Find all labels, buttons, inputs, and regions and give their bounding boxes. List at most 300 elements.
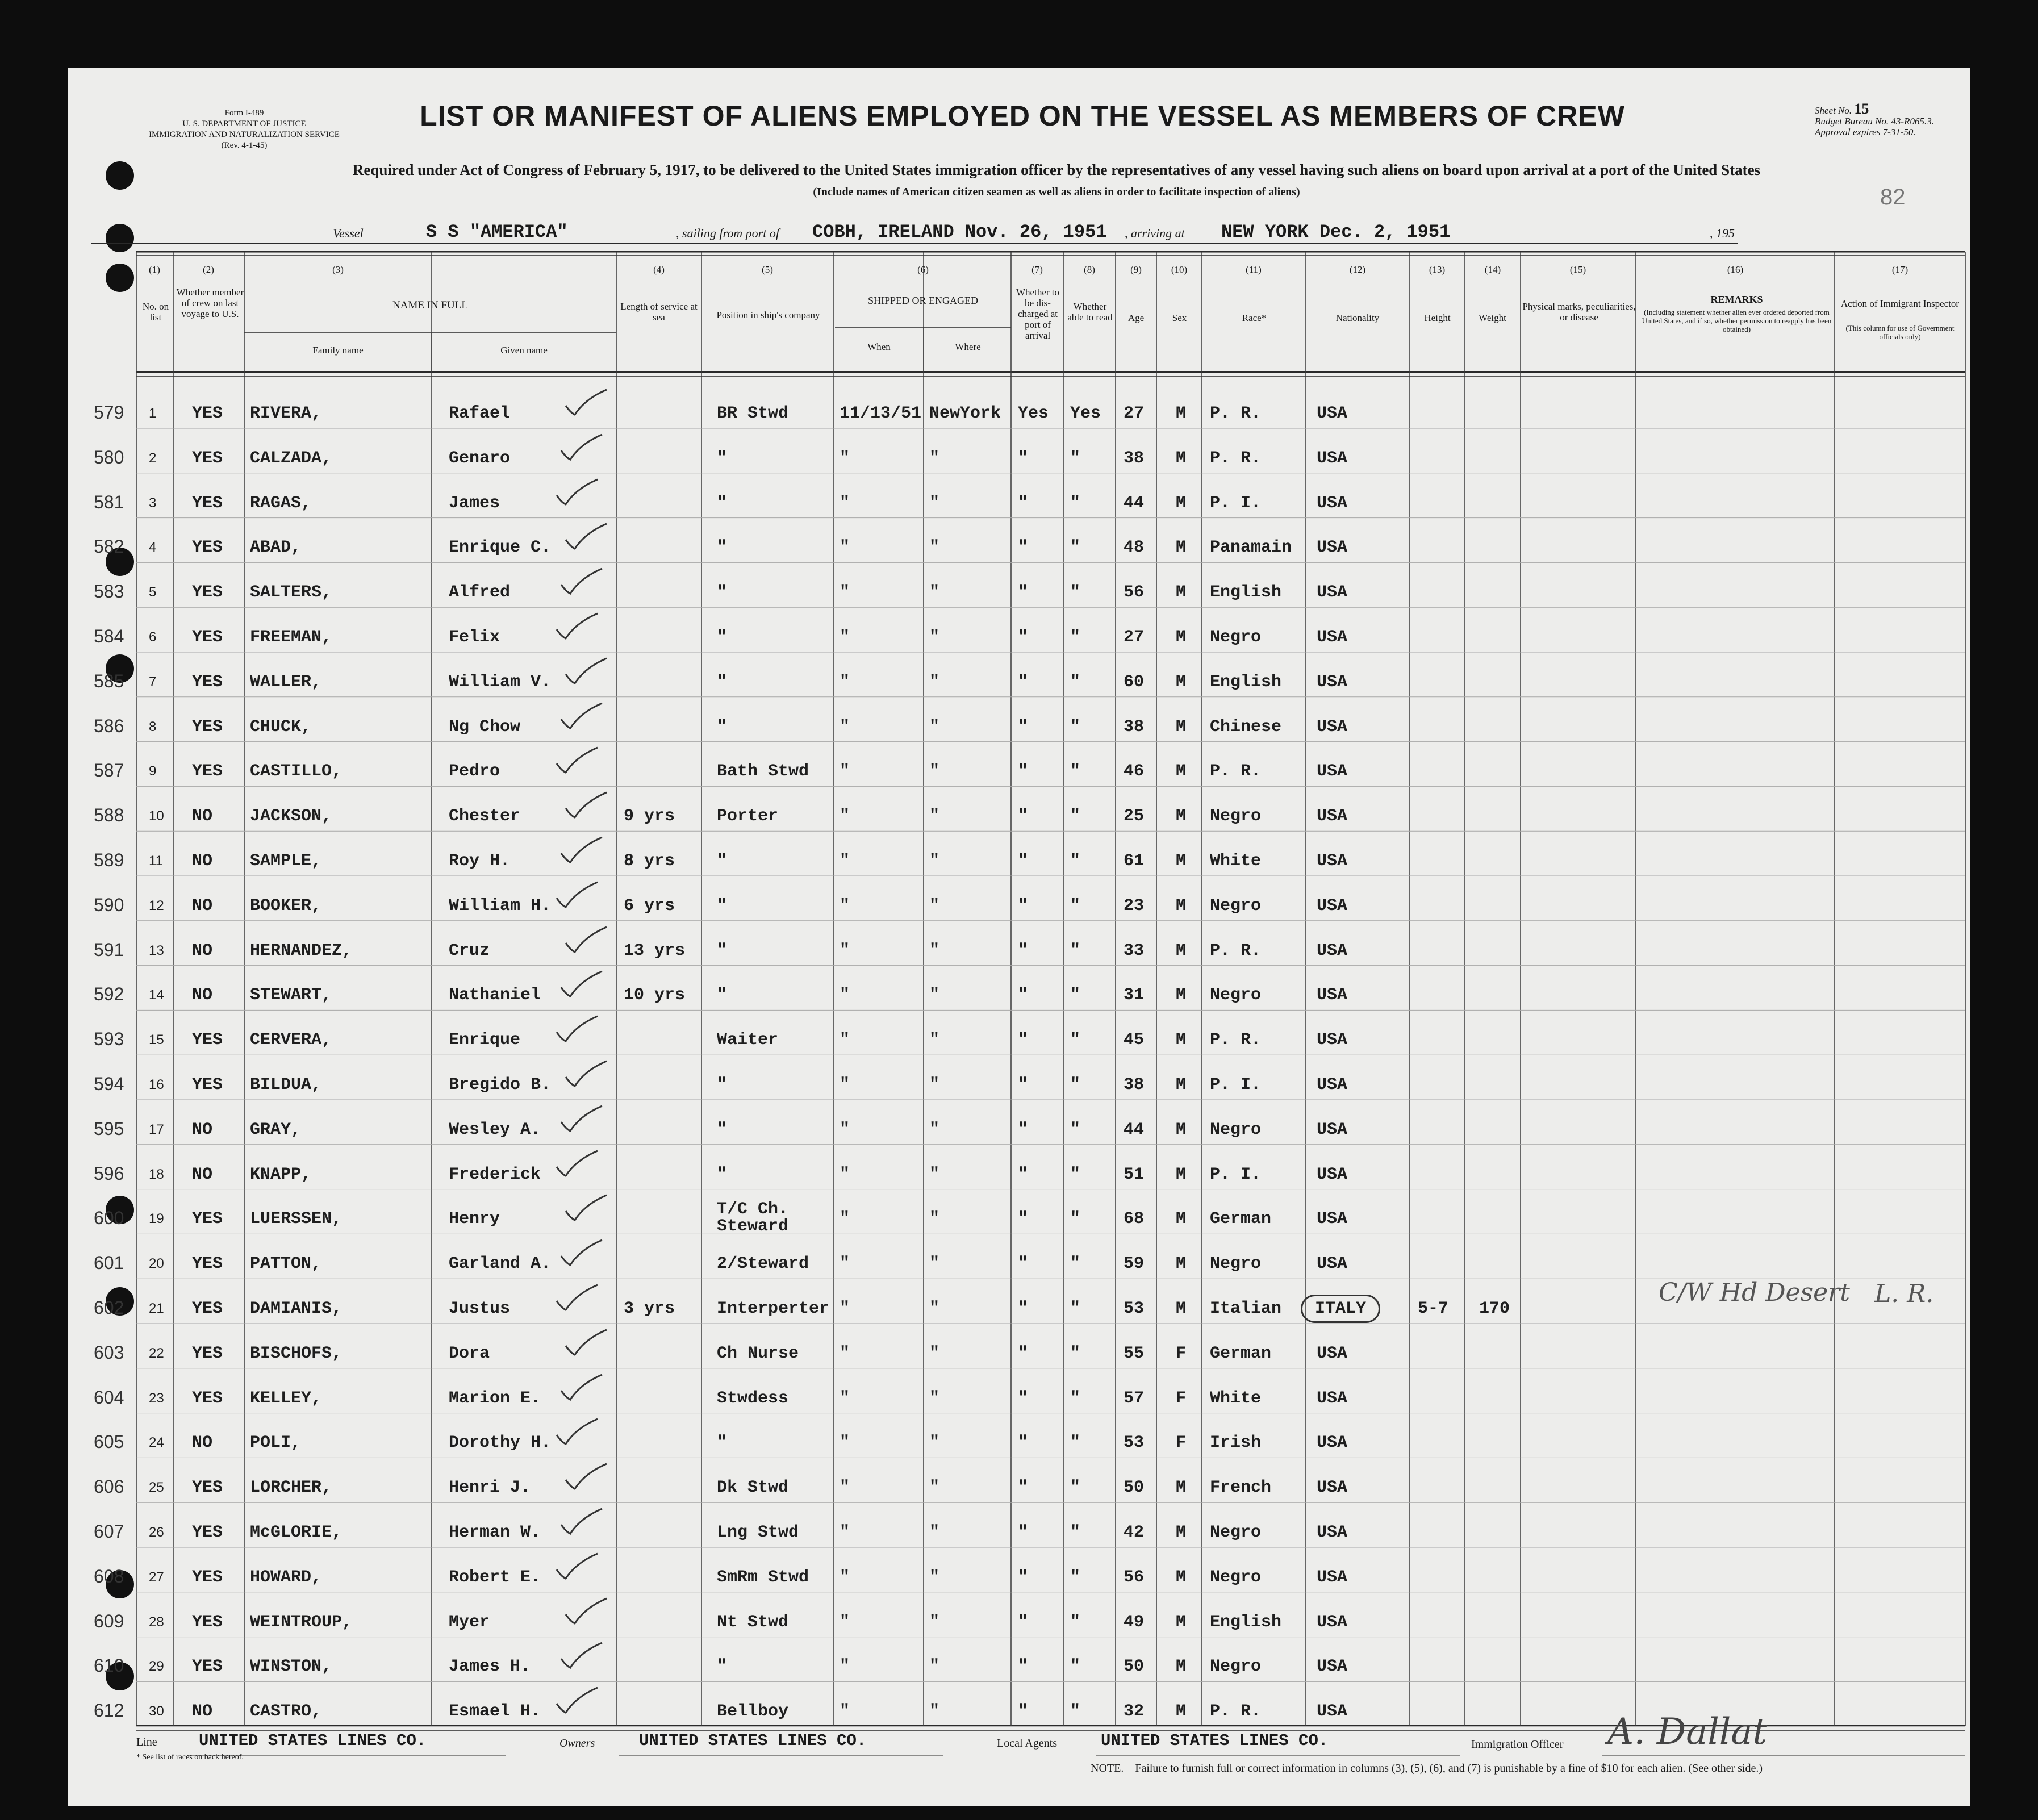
race: White (1210, 851, 1262, 871)
shipped-where: " (929, 1657, 940, 1677)
shipped-when: 11/13/51 (840, 404, 922, 423)
given-name: Ng Chow (449, 717, 521, 737)
manifest-line-number: 605 (94, 1431, 124, 1452)
check-mark-icon (553, 1147, 604, 1182)
row-number: 25 (149, 1480, 164, 1496)
check-mark-icon (558, 834, 609, 868)
nationality: USA (1317, 493, 1348, 513)
discharged-flag: " (1018, 1567, 1029, 1587)
given-name: James (449, 493, 500, 513)
position: " (717, 986, 728, 1005)
discharged-flag: " (1018, 628, 1029, 647)
read-flag: " (1070, 1702, 1081, 1722)
given-name: Roy H. (449, 851, 511, 871)
position: " (717, 896, 728, 916)
age: 55 (1124, 1343, 1145, 1363)
position: SmRm Stwd (717, 1567, 809, 1587)
family-name: BILDUA, (250, 1075, 322, 1095)
discharged-flag: " (1018, 538, 1029, 558)
family-name: LORCHER, (250, 1478, 332, 1498)
shipped-where: " (929, 807, 940, 826)
race: P. R. (1210, 762, 1262, 782)
family-name: WEINTROUP, (250, 1612, 353, 1632)
given-name: Esmael H. (449, 1702, 541, 1722)
sex: M (1176, 941, 1187, 961)
family-name: FREEMAN, (250, 628, 332, 647)
discharged-flag: " (1018, 1254, 1029, 1274)
read-flag: " (1070, 1209, 1081, 1229)
column-number: (12) (1349, 264, 1366, 275)
manifest-line-number: 584 (94, 626, 124, 646)
family-name: WALLER, (250, 672, 322, 692)
shipped-where: " (929, 448, 940, 468)
sailing-port: COBH, IRELAND Nov. 26, 1951 (812, 222, 1107, 243)
form-subtitle: Required under Act of Congress of February 5, 1917, to be delivered to the United States immigration officer by the representatives of any vessel having such aliens on board upon arrival at a port of the United States (352, 161, 1761, 178)
age: 53 (1124, 1433, 1145, 1453)
crew-flag: YES (192, 1343, 223, 1363)
check-mark-icon (562, 386, 613, 420)
crew-flag: YES (192, 538, 223, 558)
discharged-flag: " (1018, 493, 1029, 513)
race: White (1210, 1388, 1262, 1408)
race: P. R. (1210, 941, 1262, 961)
age: 49 (1124, 1612, 1145, 1632)
shipped-when: " (840, 1209, 850, 1229)
service-length: 9 yrs (624, 807, 675, 826)
family-name: PATTON, (250, 1254, 322, 1274)
read-flag: " (1070, 493, 1081, 513)
race: Negro (1210, 1523, 1262, 1542)
shipped-when: " (840, 941, 850, 961)
race: Negro (1210, 1567, 1262, 1587)
column-number: (4) (653, 264, 665, 275)
crew-flag: NO (192, 1433, 213, 1453)
manifest-line-number: 600 (94, 1208, 124, 1229)
read-flag: " (1070, 448, 1081, 468)
shipped-when: " (840, 1299, 850, 1318)
header-c10: Sex (1172, 312, 1187, 323)
position: " (717, 672, 728, 692)
age: 59 (1124, 1254, 1145, 1274)
sex: M (1176, 1120, 1187, 1139)
position: " (717, 1120, 728, 1139)
header-c13: Height (1424, 312, 1451, 323)
age: 48 (1124, 538, 1145, 558)
read-flag: " (1070, 628, 1081, 647)
row-number: 2 (149, 450, 157, 466)
penalty-note: NOTE.—Failure to furnish full or correct information in columns (3), (5), (6), and (7) is punishable by a fine of $10 for each alien. (See other side.) (1091, 1762, 1763, 1775)
shipped-when: " (840, 1433, 850, 1453)
crew-flag: NO (192, 851, 213, 871)
age: 45 (1124, 1030, 1145, 1050)
manifest-line-number: 612 (94, 1700, 124, 1721)
crew-flag: YES (192, 1657, 223, 1677)
position: Interperter (717, 1299, 830, 1318)
row-number: 26 (149, 1525, 164, 1540)
nationality: USA (1317, 1343, 1348, 1363)
nationality: USA (1317, 448, 1348, 468)
read-flag: " (1070, 538, 1081, 558)
shipped-when: " (840, 1164, 850, 1184)
check-mark-icon (562, 520, 613, 554)
shipped-when: " (840, 1030, 850, 1050)
read-flag: " (1070, 941, 1081, 961)
row-number: 15 (149, 1032, 164, 1048)
given-name: Dora (449, 1343, 490, 1363)
family-name: RIVERA, (250, 404, 322, 423)
family-name: RAGAS, (250, 493, 312, 513)
family-name: BISCHOFS, (250, 1343, 343, 1363)
sex: M (1176, 1075, 1187, 1095)
header-c6a: When (867, 341, 891, 352)
discharged-flag: " (1018, 851, 1029, 871)
manifest-line-number: 585 (94, 670, 124, 691)
row-number: 28 (149, 1614, 164, 1630)
shipped-where: " (929, 1254, 940, 1274)
crew-flag: YES (192, 1075, 223, 1095)
read-flag: " (1070, 851, 1081, 871)
shipped-where: " (929, 1120, 940, 1139)
page-number: 82 (1880, 185, 1906, 210)
given-name: Herman W. (449, 1523, 541, 1542)
manifest-line-number: 582 (94, 536, 124, 557)
check-mark-icon (553, 744, 604, 778)
nationality: USA (1317, 1433, 1348, 1453)
given-name: Nathaniel (449, 986, 541, 1005)
position: " (717, 583, 728, 603)
crew-flag: YES (192, 493, 223, 513)
arriving-port: NEW YORK Dec. 2, 1951 (1221, 222, 1451, 243)
age: 25 (1124, 807, 1145, 826)
row-number: 27 (149, 1569, 164, 1585)
nationality: USA (1317, 1612, 1348, 1632)
position: " (717, 941, 728, 961)
shipped-when: " (840, 1254, 850, 1274)
discharged-flag: " (1018, 1657, 1029, 1677)
row-number: 29 (149, 1659, 164, 1675)
family-name: HERNANDEZ, (250, 941, 353, 961)
crew-flag: NO (192, 807, 213, 826)
nationality: USA (1317, 1120, 1348, 1139)
crew-flag: NO (192, 986, 213, 1005)
header-c17: Action of Immigrant Inspector (1840, 298, 1960, 309)
age: 38 (1124, 448, 1145, 468)
crew-flag: YES (192, 583, 223, 603)
shipped-when: " (840, 1657, 850, 1677)
nationality: USA (1317, 807, 1348, 826)
sex: M (1176, 583, 1187, 603)
read-flag: " (1070, 896, 1081, 916)
column-number: (15) (1569, 264, 1586, 275)
age: 32 (1124, 1702, 1145, 1722)
race: Chinese (1210, 717, 1282, 737)
row-number: 18 (149, 1166, 164, 1182)
officer-signature: A. Dallat (1607, 1711, 1768, 1753)
remarks-handwriting: C/W Hd Desert (1659, 1278, 1850, 1307)
shipped-when: " (840, 1343, 850, 1363)
position: " (717, 628, 728, 647)
row-number: 20 (149, 1256, 164, 1272)
sex: M (1176, 404, 1187, 423)
service-length: 3 yrs (624, 1299, 675, 1318)
family-name: HOWARD, (250, 1567, 322, 1587)
header-c11: Race* (1242, 312, 1267, 323)
crew-flag: YES (192, 404, 223, 423)
include-note: (Include names of American citizen seamen as well as aliens in order to facilitate inspection of aliens) (813, 186, 1300, 198)
column-number: (1) (149, 264, 160, 275)
shipped-where: " (929, 1030, 940, 1050)
nationality: USA (1317, 1254, 1348, 1274)
given-name: Genaro (449, 448, 511, 468)
sex: F (1176, 1388, 1187, 1408)
shipped-where: " (929, 1209, 940, 1229)
header-c2: Whether member of crew on last voyage to U.S. (176, 287, 244, 319)
header-c3a: Family name (312, 345, 364, 356)
shipped-where: " (929, 1164, 940, 1184)
vessel-name: S S "AMERICA" (426, 222, 568, 243)
family-name: CHUCK, (250, 717, 312, 737)
age: 44 (1124, 493, 1145, 513)
manifest-line-number: 610 (94, 1655, 124, 1676)
given-name: Pedro (449, 762, 500, 782)
shipped-where: " (929, 672, 940, 692)
discharged-flag: " (1018, 807, 1029, 826)
sex: M (1176, 1657, 1187, 1677)
sex: M (1176, 1612, 1187, 1632)
discharged-flag: " (1018, 1120, 1029, 1139)
manifest-line-number: 588 (94, 805, 124, 826)
manifest-line-number: 602 (94, 1297, 124, 1318)
read-flag: " (1070, 807, 1081, 826)
check-mark-icon (558, 1639, 609, 1673)
service-length: 10 yrs (624, 986, 686, 1005)
family-name: CASTRO, (250, 1702, 322, 1722)
header-c1: No. on list (142, 301, 169, 323)
header-c6: SHIPPED OR ENGAGED (867, 295, 978, 306)
sex: M (1176, 1523, 1187, 1542)
given-name: Rafael (449, 404, 511, 423)
height: 5-7 (1418, 1299, 1449, 1318)
age: 44 (1124, 1120, 1145, 1139)
position: 2/Steward (717, 1254, 809, 1274)
nationality: USA (1317, 896, 1348, 916)
crew-flag: YES (192, 1388, 223, 1408)
owners-value: UNITED STATES LINES CO. (639, 1731, 867, 1750)
row-number: 3 (149, 495, 157, 511)
shipped-when: " (840, 1075, 850, 1095)
shipped-where: " (929, 896, 940, 916)
race: P. R. (1210, 404, 1262, 423)
sex: M (1176, 1299, 1187, 1318)
nationality: ITALY (1301, 1295, 1380, 1323)
header-c3b: Given name (500, 345, 548, 356)
header-c9: Age (1127, 312, 1145, 323)
read-flag: " (1070, 1343, 1081, 1363)
manifest-line-number: 581 (94, 491, 124, 512)
nationality: USA (1317, 628, 1348, 647)
sex: M (1176, 1567, 1187, 1587)
agents-label: Local Agents (997, 1737, 1058, 1750)
discharged-flag: " (1018, 762, 1029, 782)
manifest-line-number: 589 (94, 850, 124, 870)
shipped-where: " (929, 851, 940, 871)
shipped-where: " (929, 1478, 940, 1498)
manifest-line-number: 607 (94, 1521, 124, 1542)
crew-flag: YES (192, 1523, 223, 1542)
row-number: 10 (149, 808, 164, 824)
sex: F (1176, 1433, 1187, 1453)
read-flag: " (1070, 717, 1081, 737)
shipped-when: " (840, 986, 850, 1005)
column-number: (11) (1246, 264, 1262, 275)
column-number: (2) (203, 264, 214, 275)
crew-flag: NO (192, 1702, 213, 1722)
officer-label: Immigration Officer (1471, 1738, 1564, 1751)
shipped-where: " (929, 1075, 940, 1095)
discharged-flag: " (1018, 1075, 1029, 1095)
row-number: 23 (149, 1390, 164, 1406)
race-note: * See list of races on back hereof. (136, 1753, 244, 1761)
race: P. R. (1210, 448, 1262, 468)
sex: M (1176, 762, 1187, 782)
row-number: 19 (149, 1211, 164, 1227)
manifest-line-number: 609 (94, 1610, 124, 1631)
manifest-line-number: 594 (94, 1074, 124, 1094)
family-name: LUERSSEN, (250, 1209, 343, 1229)
age: 53 (1124, 1299, 1145, 1318)
nationality: USA (1317, 1164, 1348, 1184)
column-number: (8) (1084, 264, 1095, 275)
age: 56 (1124, 583, 1145, 603)
crew-flag: YES (192, 717, 223, 737)
race: P. R. (1210, 1030, 1262, 1050)
shipped-when: " (840, 538, 850, 558)
given-name: Frederick (449, 1164, 541, 1184)
manifest-line-number: 601 (94, 1253, 124, 1274)
sex: M (1176, 1030, 1187, 1050)
read-flag: " (1070, 1523, 1081, 1542)
header-c4: Length of service at sea (620, 301, 698, 323)
shipped-where: " (929, 941, 940, 961)
sailing-label: , sailing from port of (676, 226, 779, 240)
nationality: USA (1317, 404, 1348, 423)
nationality: USA (1317, 1388, 1348, 1408)
crew-flag: YES (192, 628, 223, 647)
check-mark-icon (553, 1416, 604, 1450)
shipped-where: " (929, 1612, 940, 1632)
position: Waiter (717, 1030, 779, 1050)
column-number: (13) (1429, 264, 1446, 275)
discharged-flag: " (1018, 986, 1029, 1005)
position: T/C Ch. Steward (717, 1200, 789, 1237)
shipped-when: " (840, 851, 850, 871)
family-name: ABAD, (250, 538, 302, 558)
sex: F (1176, 1343, 1187, 1363)
check-mark-icon (553, 1550, 604, 1584)
shipped-when: " (840, 583, 850, 603)
column-number: (10) (1171, 264, 1188, 275)
check-mark-icon (562, 924, 613, 958)
check-mark-icon (562, 789, 613, 823)
shipped-where: " (929, 1523, 940, 1542)
given-name: James H. (449, 1657, 531, 1677)
age: 42 (1124, 1523, 1145, 1542)
crew-flag: NO (192, 896, 213, 916)
race: Negro (1210, 807, 1262, 826)
row-number: 7 (149, 674, 157, 690)
position: Bellboy (717, 1702, 789, 1722)
column-number: (9) (1130, 264, 1142, 275)
manifest-line-number: 590 (94, 894, 124, 915)
sheet-number: Sheet No. 15 Budget Bureau No. 43-R065.3. Approval expires 7-31-50. (1815, 101, 1934, 137)
shipped-where: NewYork (929, 404, 1001, 423)
column-number: (5) (762, 264, 773, 275)
shipped-when: " (840, 1388, 850, 1408)
shipped-where: " (929, 717, 940, 737)
row-number: 8 (149, 719, 157, 734)
position: Stwdess (717, 1388, 789, 1408)
race: French (1210, 1478, 1272, 1498)
sex: M (1176, 448, 1187, 468)
shipped-where: " (929, 1567, 940, 1587)
race: English (1210, 1612, 1282, 1632)
discharged-flag: " (1018, 448, 1029, 468)
form-id: Form I-489 U. S. DEPARTMENT OF JUSTICE IMMIGRATION AND NATURALIZATION SERVICE (Rev. 4-1-45) (149, 108, 340, 150)
column-number: (6) (917, 264, 929, 275)
nationality: USA (1317, 1567, 1348, 1587)
sex: M (1176, 1478, 1187, 1498)
read-flag: " (1070, 583, 1081, 603)
sex: M (1176, 1209, 1187, 1229)
race: Negro (1210, 1120, 1262, 1139)
row-number: 6 (149, 629, 157, 645)
row-number: 21 (149, 1301, 164, 1316)
nationality: USA (1317, 1209, 1348, 1229)
owners-label: Owners (559, 1737, 595, 1750)
check-mark-icon (558, 1237, 609, 1271)
row-number: 24 (149, 1435, 164, 1451)
row-number: 16 (149, 1077, 164, 1092)
read-flag: " (1070, 762, 1081, 782)
line-label: Line (136, 1736, 157, 1748)
position: " (717, 493, 728, 513)
position: Dk Stwd (717, 1478, 789, 1498)
header-c17-note: (This column for use of Government officials only) (1845, 324, 1955, 341)
check-mark-icon (562, 1326, 613, 1360)
read-flag: " (1070, 1030, 1081, 1050)
nationality: USA (1317, 941, 1348, 961)
row-number: 1 (149, 406, 157, 421)
position: Lng Stwd (717, 1523, 799, 1542)
discharged-flag: " (1018, 1209, 1029, 1229)
nationality: USA (1317, 851, 1348, 871)
manifest-line-number: 592 (94, 984, 124, 1005)
shipped-when: " (840, 1702, 850, 1722)
position: Porter (717, 807, 779, 826)
crew-flag: NO (192, 941, 213, 961)
age: 38 (1124, 1075, 1145, 1095)
nationality: USA (1317, 717, 1348, 737)
row-number: 12 (149, 898, 164, 913)
check-mark-icon (562, 1192, 613, 1226)
read-flag: " (1070, 1164, 1081, 1184)
age: 31 (1124, 986, 1145, 1005)
given-name: William H. (449, 896, 552, 916)
row-number: 14 (149, 987, 164, 1003)
discharged-flag: " (1018, 717, 1029, 737)
read-flag: " (1070, 1433, 1081, 1453)
discharged-flag: " (1018, 1523, 1029, 1542)
